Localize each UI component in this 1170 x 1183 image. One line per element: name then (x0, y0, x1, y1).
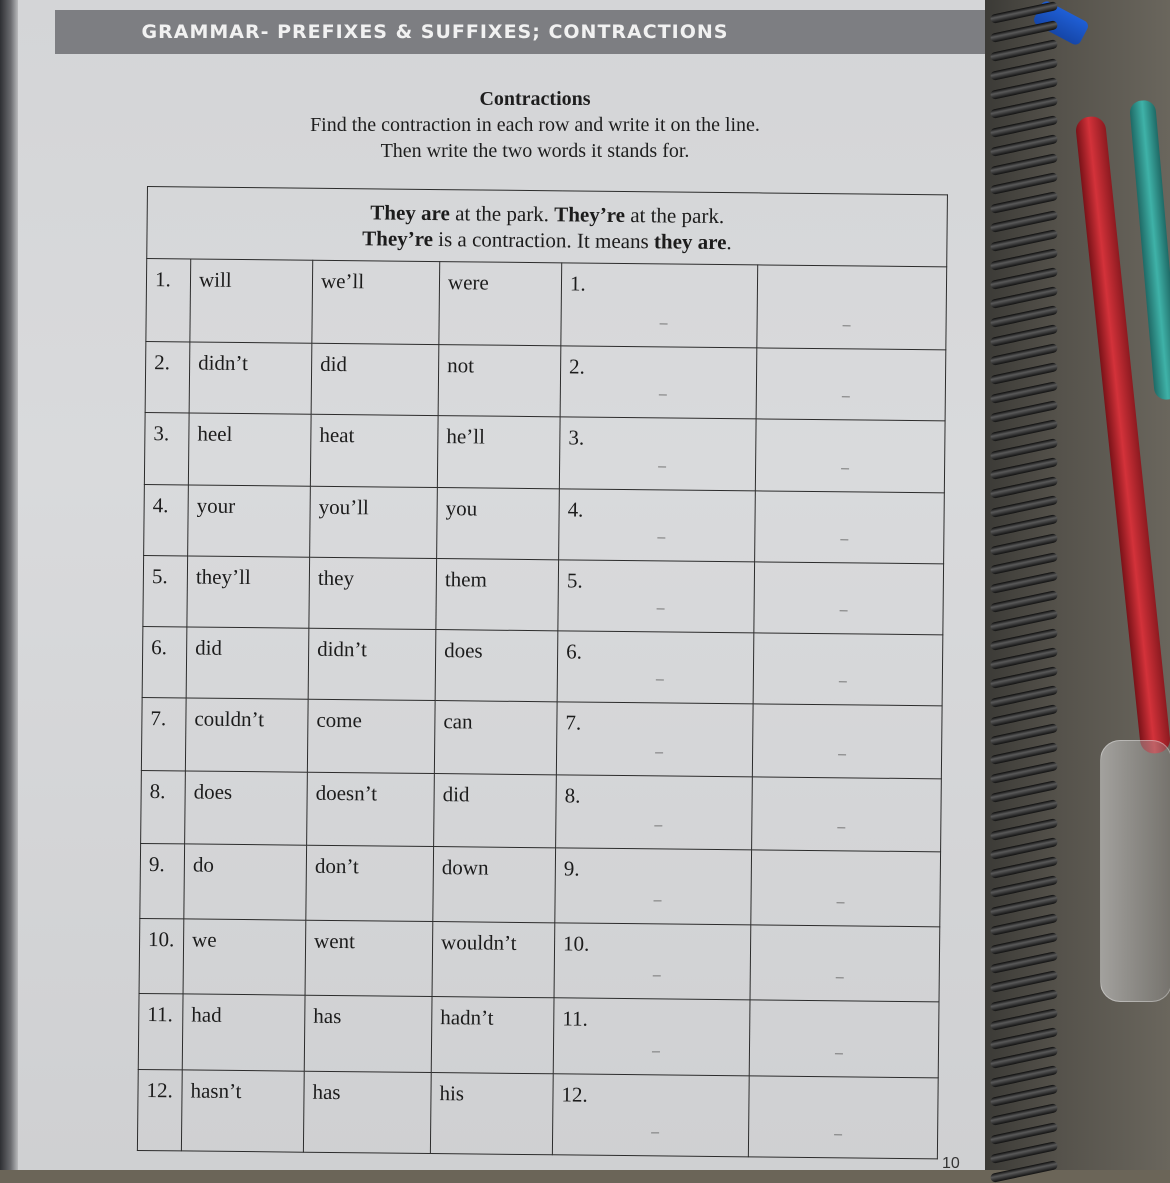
word-choice-1 (185, 771, 308, 845)
pencil-mark (658, 395, 666, 396)
answer-blank-contraction-text: 2. (569, 354, 586, 379)
word-choice-3-text: wouldn’t (440, 930, 517, 956)
word-choice-1-text: do (192, 852, 215, 877)
pencil-mark (835, 978, 843, 979)
word-choice-2 (306, 845, 434, 921)
pencil-mark (651, 1132, 659, 1133)
word-choice-2 (312, 260, 440, 345)
pencil-mark (838, 754, 846, 755)
row-number-text: 12. (146, 1077, 173, 1102)
word-choice-3-text: his (439, 1080, 465, 1105)
pencil-mark (835, 1053, 843, 1054)
row-number (143, 555, 188, 627)
pencil-mark (652, 976, 660, 977)
word-choice-3-text: hadn’t (440, 1005, 494, 1031)
page-edge-shadow (0, 0, 18, 1170)
answer-blank-contraction-text: 3. (568, 425, 585, 451)
word-choice-2-text: you’ll (318, 494, 369, 519)
word-choice-2-text: doesn’t (315, 780, 378, 806)
word-choice-3-text: can (443, 708, 473, 734)
row-number (138, 994, 183, 1070)
table-row (137, 1069, 938, 1159)
word-choice-1-text: did (195, 635, 223, 660)
answer-blank-contraction[interactable] (554, 923, 751, 1000)
word-choice-3-text: down (441, 855, 489, 880)
answer-blank-contraction-text: 7. (565, 710, 582, 735)
row-number (139, 919, 184, 995)
pencil-mark (655, 679, 663, 680)
instruction-line-2: Then write the two words it stands for. (380, 140, 690, 162)
row-number (141, 697, 186, 771)
banner-title: GRAMMAR- PREFIXES & SUFFIXES; CONTRACTIONS (141, 21, 729, 43)
answer-blank-words[interactable] (755, 419, 945, 492)
table-row (139, 919, 940, 1003)
word-choice-2 (304, 996, 432, 1072)
answer-blank-contraction[interactable] (561, 263, 758, 348)
word-choice-1-text: couldn’t (194, 706, 265, 732)
word-choice-2-text: they (317, 565, 355, 590)
row-number-text: 8. (149, 779, 166, 804)
example-text: . (726, 229, 732, 254)
example-text: at the park. (449, 200, 555, 226)
word-choice-3 (431, 997, 554, 1073)
word-choice-2 (309, 557, 437, 629)
answer-blank-words[interactable] (757, 265, 947, 350)
pencil-mark (838, 681, 846, 682)
row-number-text: 5. (151, 563, 168, 588)
word-choice-2-text: has (313, 1004, 342, 1029)
answer-blank-words[interactable] (752, 777, 942, 852)
word-choice-2-text: heat (319, 423, 355, 448)
word-choice-2-text: come (316, 707, 363, 733)
table-row (146, 259, 947, 351)
answer-blank-contraction-text: 4. (567, 497, 584, 522)
word-choice-1-text: they’ll (195, 564, 251, 589)
word-choice-1 (182, 994, 305, 1070)
word-choice-1-text: hasn’t (190, 1078, 242, 1103)
word-choice-3 (438, 345, 561, 417)
word-choice-2 (307, 699, 435, 773)
word-choice-1 (184, 844, 307, 920)
row-number-text: 7. (150, 705, 167, 731)
word-choice-1-text: will (198, 267, 232, 293)
row-number-text: 4. (152, 492, 169, 517)
table-row (144, 484, 945, 563)
pencil-mark (841, 468, 849, 469)
answer-blank-contraction-text: 10. (562, 931, 590, 956)
pencil-mark (653, 901, 661, 902)
answer-blank-words[interactable] (749, 1000, 939, 1077)
answer-blank-contraction[interactable] (557, 631, 754, 704)
table-row (143, 555, 944, 634)
answer-blank-contraction-text: 12. (561, 1081, 588, 1107)
word-choice-3 (434, 700, 557, 774)
word-choice-2-text: we’ll (320, 268, 365, 294)
answer-blank-contraction-text: 8. (564, 783, 581, 808)
word-choice-3-text: not (447, 353, 475, 378)
row-number-text: 2. (154, 350, 171, 375)
example-bold-contraction: They’re (362, 225, 434, 251)
answer-blank-words[interactable] (748, 1075, 938, 1158)
answer-blank-contraction[interactable] (556, 702, 753, 777)
row-number-text: 6. (151, 634, 168, 659)
example-text: at the park. (624, 202, 725, 228)
table-row (140, 844, 941, 928)
word-choice-2-text: didn’t (317, 636, 368, 662)
word-choice-1-text: heel (197, 422, 233, 447)
word-choice-3 (434, 774, 557, 848)
answer-blank-contraction-text: 11. (562, 1006, 588, 1032)
example-text: is a contraction. It means (432, 226, 655, 253)
word-choice-1 (183, 919, 306, 995)
answer-blank-contraction-text: 5. (566, 568, 583, 593)
answer-blank-contraction[interactable] (559, 417, 756, 490)
word-choice-2-text: don’t (314, 853, 359, 879)
table-row (145, 342, 946, 421)
word-choice-1 (186, 627, 309, 699)
answer-blank-words[interactable] (755, 490, 945, 563)
word-choice-2 (308, 628, 436, 700)
pencil-mark (658, 466, 666, 467)
word-choice-2-text: went (313, 929, 356, 954)
clear-pen (1100, 740, 1170, 1002)
word-choice-2-text: has (312, 1079, 341, 1104)
answer-blank-words[interactable] (753, 633, 943, 706)
answer-blank-words[interactable] (756, 348, 946, 421)
pencil-mark (834, 1134, 842, 1135)
row-number (144, 484, 189, 556)
pencil-mark (657, 537, 665, 538)
answer-blank-contraction[interactable] (559, 488, 756, 561)
example-bold-words: they are (653, 228, 727, 254)
pencil-mark (656, 608, 664, 609)
word-choice-3-text: them (444, 566, 488, 592)
word-choice-1-text: didn’t (198, 350, 249, 376)
pencil-mark (837, 827, 845, 828)
word-choice-1 (190, 259, 313, 344)
example-bold-contraction: They’re (554, 201, 626, 227)
answer-blank-contraction-text: 9. (563, 856, 580, 881)
word-choice-3 (437, 487, 560, 559)
row-number-text: 1. (154, 267, 171, 292)
pencil-mark (654, 825, 662, 826)
word-choice-1 (181, 1069, 304, 1152)
pencil-mark (839, 610, 847, 611)
word-choice-3-text: you (445, 495, 478, 521)
word-choice-3-text: did (442, 782, 470, 807)
word-choice-3 (432, 922, 555, 998)
word-choice-2 (305, 920, 433, 996)
word-choice-1 (185, 698, 308, 772)
word-choice-1-text: had (191, 1002, 222, 1028)
contraction-table-wrapper (137, 186, 947, 1159)
word-choice-2 (311, 344, 439, 416)
pencil-mark (659, 324, 667, 325)
contraction-table (137, 186, 948, 1159)
row-number (140, 844, 185, 920)
row-number (146, 259, 191, 343)
word-choice-3 (433, 847, 556, 923)
word-choice-3 (430, 1072, 553, 1155)
answer-blank-contraction[interactable] (553, 998, 750, 1075)
example-bold-words: They are (370, 199, 451, 225)
answer-blank-words[interactable] (750, 925, 940, 1002)
answer-blank-words[interactable] (751, 850, 941, 927)
worksheet-title: Contractions (479, 88, 591, 110)
answer-blank-words[interactable] (752, 704, 942, 779)
word-choice-2-text: did (320, 352, 348, 377)
answer-blank-words[interactable] (754, 562, 944, 635)
row-number-text: 11. (147, 1002, 173, 1027)
answer-blank-contraction-text: 1. (569, 271, 586, 296)
pencil-mark (841, 397, 849, 398)
answer-blank-contraction[interactable] (560, 346, 757, 419)
word-choice-1 (188, 485, 311, 557)
word-choice-1 (189, 342, 312, 414)
row-number (137, 1069, 182, 1151)
word-choice-3-text: he’ll (446, 424, 485, 450)
table-row (141, 770, 942, 851)
word-choice-3-text: does (444, 637, 483, 663)
word-choice-2 (307, 772, 435, 846)
answer-blank-contraction[interactable] (556, 775, 753, 850)
word-choice-3-text: were (447, 270, 489, 295)
row-number (145, 342, 190, 414)
pencil-mark (651, 1051, 659, 1052)
word-choice-1-text: does (193, 779, 233, 804)
table-row (142, 626, 943, 705)
table-row (144, 413, 945, 492)
section-banner (55, 10, 985, 54)
pencil-mark (655, 752, 663, 753)
word-choice-2 (303, 1071, 431, 1154)
answer-blank-contraction[interactable] (558, 560, 755, 633)
word-choice-2 (310, 415, 438, 487)
row-number-text: 10. (147, 927, 175, 952)
table-row (141, 697, 942, 778)
row-number-text: 9. (148, 852, 165, 877)
word-choice-2 (310, 486, 438, 558)
word-choice-1 (188, 413, 311, 485)
page-number: 10 (942, 1155, 960, 1172)
answer-blank-contraction[interactable] (552, 1073, 749, 1156)
word-choice-3 (435, 629, 558, 701)
table-row (138, 994, 939, 1078)
row-number-text: 3. (153, 421, 170, 446)
row-number (144, 413, 189, 485)
example-row (147, 187, 948, 267)
answer-blank-contraction[interactable] (555, 848, 752, 925)
pencil-mark (840, 539, 848, 540)
pencil-mark (842, 326, 850, 327)
word-choice-1 (187, 556, 310, 628)
word-choice-1-text: your (196, 493, 236, 518)
word-choice-1-text: we (191, 927, 217, 953)
word-choice-3 (437, 416, 560, 488)
pencil-mark (836, 903, 844, 904)
instruction-line-1: Find the contraction in each row and write it on the line. (310, 114, 760, 136)
row-number (141, 770, 186, 844)
example-cell (147, 187, 948, 267)
row-number (142, 626, 187, 698)
word-choice-3 (436, 558, 559, 630)
answer-blank-contraction-text: 6. (566, 639, 583, 664)
word-choice-3 (439, 262, 562, 347)
